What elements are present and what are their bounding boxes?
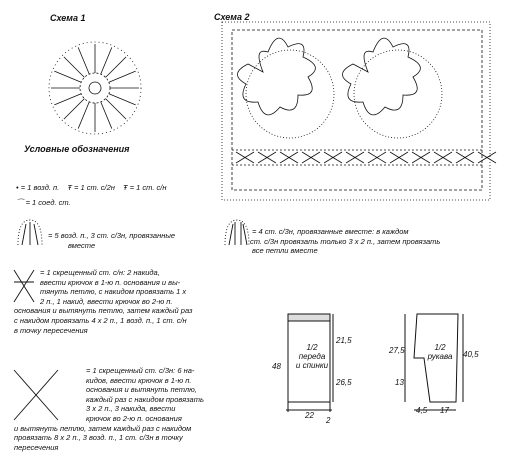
legend-slst-text: = 1 соед. ст. [25, 198, 71, 207]
pattern2-label [422, 343, 458, 361]
legend-crossed-tr-line: провязать 8 х 2 п., 3 возд. п., 1 ст. с/3н в точку [14, 433, 183, 443]
legend-hdc-symbol: Ŧ [67, 183, 72, 192]
legend-five-tr-line: вместе [68, 240, 96, 250]
pattern1-dim-right: 26,5 [336, 378, 352, 387]
scheme2-title: Схема 2 [214, 12, 250, 22]
pattern2-label-line: рукава [427, 352, 453, 361]
legend-crossed-dc-line: 2 п., 1 накид, ввести крючок во 2-ю п. [40, 296, 173, 306]
pattern2-label-line: 1/2 [434, 343, 446, 352]
legend-title: Условные обозначения [24, 144, 130, 154]
legend-crossed-tr-line: = 1 скрещенный ст. с/3н: 6 на- [86, 366, 195, 375]
legend-crossed-tr-line: каждый раз с накидом провязать [86, 394, 204, 404]
pattern1-dim-bottom: 22 [305, 411, 314, 420]
pattern1-label-line: переда [298, 352, 326, 361]
pattern1-dim-top: 21,5 [336, 336, 352, 345]
legend-ch-text: = 1 возд. п. [20, 183, 60, 192]
legend-crossed-tr-line: пересечения [14, 442, 59, 452]
pattern1-label-line: и спинки [295, 361, 329, 370]
legend-crossed-tr-line: кидов, ввести крючок в 1-ю п. [86, 375, 192, 385]
pattern2-dim-bottom-left: 4,5 [416, 406, 428, 415]
pattern2-dim-right: 40,5 [463, 350, 479, 359]
legend-five-tr-line: = 5 возд. п., 3 ст. с/3н, провязанные [48, 231, 176, 240]
legend-crossed-dc-line: = 1 скрещенный ст. с/н: 2 накида, [40, 268, 160, 277]
legend-crossed-tr-line: основания и вытянуть петлю, [86, 385, 197, 395]
pattern1-dim-left: 48 [272, 362, 281, 371]
pattern1-label-line: 1/2 [306, 343, 318, 352]
legend-four-tr-line: все петли вместе [252, 246, 318, 256]
legend-hdc-text: = 1 ст. с/2н [74, 183, 115, 192]
legend-crossed-tr-line: и вытянуть петлю, затем каждый раз с накидом [14, 423, 192, 433]
legend-four-tr-line: = 4 ст. с/3н, провязанные вместе: в каждом [252, 227, 409, 236]
legend-four-tr-line: ст. с/3н провязать только 3 х 2 п., затем провязать [250, 236, 441, 246]
scheme1-title: Схема 1 [50, 13, 86, 23]
legend-ch-symbol: • [16, 183, 19, 192]
legend-crossed-tr-line: 3 х 2 п., 3 накида, ввести [86, 404, 176, 414]
pattern2-dim-left-bottom: 13 [395, 378, 404, 387]
legend-crossed-tr-line: крючок во 2-ю п. основания [86, 413, 182, 423]
pattern1-dim-corner: 2 [326, 416, 331, 425]
legend-slst-symbol: ⌒ [16, 198, 24, 207]
legend-crossed-dc-line: в точку пересечения [14, 325, 88, 335]
pattern2-dim-left-top: 27,5 [389, 346, 405, 355]
legend-dc-text: = 1 ст. с/н [129, 183, 167, 192]
pattern2-dim-bottom: 17 [440, 406, 449, 415]
legend-crossed-dc-line: ввести крючок в 1-ю п. основания и вы- [40, 277, 181, 287]
pattern1-label [292, 343, 332, 370]
legend-crossed-dc-line: основания и вытянуть петлю, затем каждый раз [14, 306, 193, 316]
legend-dc-symbol: Ŧ [123, 183, 128, 192]
legend-crossed-dc-line: с накидом провязать 4 х 2 п., 1 возд. п., 1 ст. с/н [14, 315, 187, 325]
legend-crossed-dc-line: тянуть петлю, с накидом провязать 1 х [40, 287, 187, 297]
